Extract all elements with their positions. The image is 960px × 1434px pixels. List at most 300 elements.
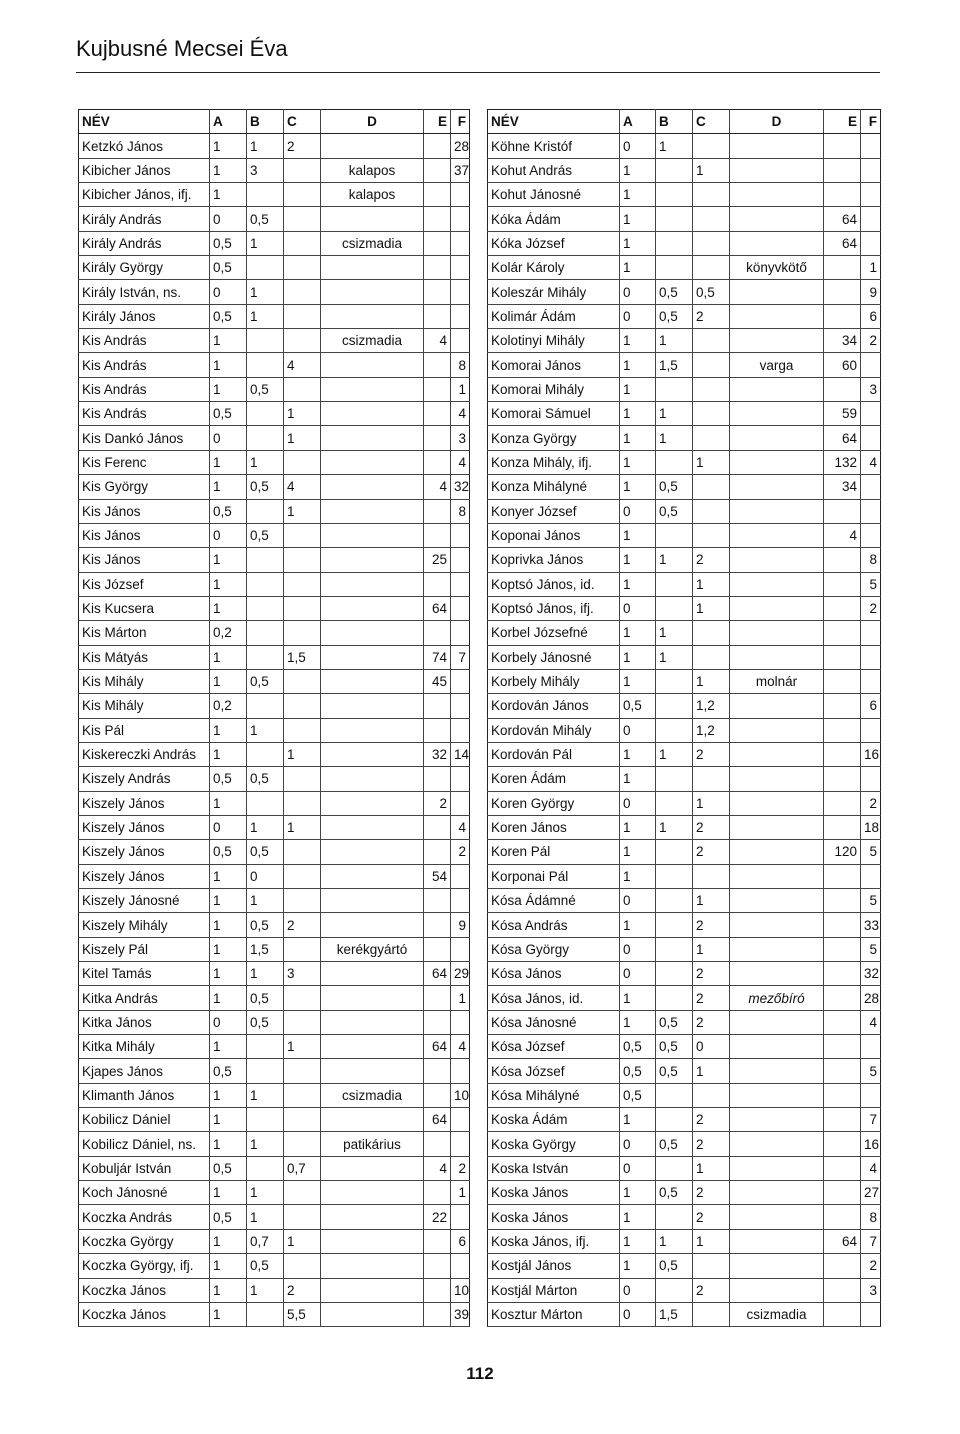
c-cell: 2 xyxy=(693,913,730,937)
e-cell xyxy=(424,815,451,839)
d-cell xyxy=(730,134,824,158)
name-cell: Koptsó János, ifj. xyxy=(488,596,620,620)
c-cell xyxy=(693,426,730,450)
b-cell: 0,5 xyxy=(656,280,693,304)
f-cell xyxy=(861,523,881,547)
name-cell: Kósa József xyxy=(488,1035,620,1059)
table-row xyxy=(79,1010,470,1034)
c-cell xyxy=(693,134,730,158)
table-row xyxy=(488,499,881,523)
e-cell xyxy=(824,1010,861,1034)
table-row xyxy=(488,377,881,401)
a-cell: 0 xyxy=(210,523,247,547)
c-cell xyxy=(693,475,730,499)
f-cell: 7 xyxy=(861,1108,881,1132)
a-cell: 1 xyxy=(210,572,247,596)
c-cell: 1 xyxy=(284,1229,321,1253)
f-cell xyxy=(861,158,881,182)
a-cell: 1 xyxy=(620,426,656,450)
e-cell xyxy=(424,1302,451,1326)
f-cell xyxy=(451,1132,470,1156)
name-cell: Kiszely János xyxy=(79,791,210,815)
f-cell: 16 xyxy=(861,742,881,766)
d-cell: kalapos xyxy=(321,158,424,182)
a-cell: 1 xyxy=(620,1205,656,1229)
b-cell: 1 xyxy=(656,402,693,426)
name-cell: Korbely Mihály xyxy=(488,669,620,693)
table-row xyxy=(79,231,470,255)
c-cell xyxy=(284,256,321,280)
a-cell: 1 xyxy=(620,158,656,182)
f-cell: 5 xyxy=(861,889,881,913)
a-cell: 0,2 xyxy=(210,694,247,718)
b-cell: 1 xyxy=(656,621,693,645)
d-cell xyxy=(730,1059,824,1083)
f-cell xyxy=(451,889,470,913)
c-cell xyxy=(284,937,321,961)
b-cell: 1 xyxy=(247,134,284,158)
c-cell xyxy=(284,1254,321,1278)
e-cell xyxy=(424,353,451,377)
d-cell xyxy=(730,475,824,499)
table-row xyxy=(79,1254,470,1278)
e-cell xyxy=(424,450,451,474)
name-cell: Koska János xyxy=(488,1205,620,1229)
e-cell xyxy=(824,280,861,304)
b-cell: 0,5 xyxy=(656,304,693,328)
name-cell: Kis András xyxy=(79,329,210,353)
a-cell: 0,5 xyxy=(210,840,247,864)
d-cell xyxy=(321,450,424,474)
name-cell: Kitel Tamás xyxy=(79,962,210,986)
name-cell: Kohut András xyxy=(488,158,620,182)
e-cell: 64 xyxy=(424,1108,451,1132)
f-cell xyxy=(861,402,881,426)
name-cell: Kósa Ádámné xyxy=(488,889,620,913)
table-row xyxy=(488,791,881,815)
e-cell xyxy=(824,718,861,742)
a-cell: 1 xyxy=(210,1278,247,1302)
d-cell xyxy=(730,426,824,450)
table-row xyxy=(488,1181,881,1205)
f-cell: 5 xyxy=(861,572,881,596)
f-cell: 2 xyxy=(451,840,470,864)
table-row xyxy=(79,353,470,377)
d-cell xyxy=(321,1302,424,1326)
table-row xyxy=(79,523,470,547)
c-cell xyxy=(284,791,321,815)
b-cell: 0,5 xyxy=(247,377,284,401)
b-cell xyxy=(656,694,693,718)
f-cell: 9 xyxy=(451,913,470,937)
name-cell: Komorai Mihály xyxy=(488,377,620,401)
f-cell: 1 xyxy=(451,986,470,1010)
name-cell: Kostjál János xyxy=(488,1254,620,1278)
c-cell: 4 xyxy=(284,475,321,499)
f-cell: 14 xyxy=(451,742,470,766)
name-cell: Kis András xyxy=(79,353,210,377)
f-cell xyxy=(451,572,470,596)
b-cell: 0,5 xyxy=(656,499,693,523)
a-cell: 1 xyxy=(620,572,656,596)
d-cell xyxy=(730,572,824,596)
c-cell xyxy=(693,767,730,791)
e-cell xyxy=(424,207,451,231)
table-row xyxy=(488,231,881,255)
f-cell xyxy=(861,475,881,499)
c-cell: 2 xyxy=(693,840,730,864)
a-cell: 0 xyxy=(620,499,656,523)
name-cell: Kis János xyxy=(79,548,210,572)
e-cell xyxy=(424,937,451,961)
d-cell xyxy=(321,1010,424,1034)
d-cell xyxy=(321,596,424,620)
e-cell xyxy=(824,548,861,572)
c-cell: 2 xyxy=(693,1132,730,1156)
b-cell: 1 xyxy=(656,134,693,158)
d-cell xyxy=(730,767,824,791)
f-cell: 4 xyxy=(451,815,470,839)
name-cell: Király János xyxy=(79,304,210,328)
b-cell xyxy=(656,669,693,693)
c-cell xyxy=(693,864,730,888)
d-cell xyxy=(321,815,424,839)
table-row xyxy=(79,548,470,572)
a-cell: 1 xyxy=(210,1254,247,1278)
column-header-c: C xyxy=(284,110,321,134)
table-row xyxy=(79,280,470,304)
d-cell xyxy=(730,183,824,207)
a-cell: 0 xyxy=(620,718,656,742)
b-cell: 0,5 xyxy=(247,1254,284,1278)
b-cell: 1 xyxy=(656,548,693,572)
f-cell xyxy=(451,1108,470,1132)
name-cell: Király András xyxy=(79,231,210,255)
e-cell xyxy=(824,304,861,328)
f-cell: 6 xyxy=(861,694,881,718)
d-cell xyxy=(730,377,824,401)
table-row xyxy=(79,1083,470,1107)
b-cell xyxy=(247,256,284,280)
c-cell xyxy=(693,402,730,426)
name-cell: Koptsó János, id. xyxy=(488,572,620,596)
d-cell xyxy=(321,1035,424,1059)
b-cell xyxy=(656,377,693,401)
f-cell: 37 xyxy=(451,158,470,182)
table-row xyxy=(79,256,470,280)
f-cell xyxy=(451,207,470,231)
table-row xyxy=(488,621,881,645)
f-cell: 3 xyxy=(451,426,470,450)
name-cell: Kósa József xyxy=(488,1059,620,1083)
e-cell xyxy=(824,1302,861,1326)
c-cell xyxy=(693,231,730,255)
d-cell xyxy=(321,621,424,645)
d-cell: csizmadia xyxy=(321,231,424,255)
a-cell: 0,5 xyxy=(210,767,247,791)
e-cell xyxy=(824,1108,861,1132)
name-cell: Király György xyxy=(79,256,210,280)
name-cell: Kis János xyxy=(79,499,210,523)
b-cell: 1 xyxy=(247,231,284,255)
d-cell xyxy=(321,1229,424,1253)
c-cell: 2 xyxy=(693,986,730,1010)
f-cell xyxy=(451,791,470,815)
a-cell: 1 xyxy=(210,645,247,669)
name-cell: Kordován János xyxy=(488,694,620,718)
f-cell: 16 xyxy=(861,1132,881,1156)
b-cell: 0,5 xyxy=(656,1254,693,1278)
c-cell: 2 xyxy=(284,134,321,158)
e-cell xyxy=(424,718,451,742)
table-row xyxy=(488,134,881,158)
e-cell xyxy=(424,256,451,280)
name-cell: Koleszár Mihály xyxy=(488,280,620,304)
table-row xyxy=(488,1132,881,1156)
name-cell: Koren Pál xyxy=(488,840,620,864)
column-header-d: D xyxy=(730,110,824,134)
a-cell: 0,5 xyxy=(620,1083,656,1107)
e-cell xyxy=(424,231,451,255)
a-cell: 0 xyxy=(620,937,656,961)
c-cell xyxy=(284,718,321,742)
name-cell: Koska János, ifj. xyxy=(488,1229,620,1253)
b-cell xyxy=(247,1302,284,1326)
c-cell xyxy=(693,1302,730,1326)
table-row xyxy=(488,1035,881,1059)
table-row xyxy=(79,158,470,182)
name-cell: Ketzkó János xyxy=(79,134,210,158)
name-cell: Kostjál Márton xyxy=(488,1278,620,1302)
d-cell xyxy=(730,1035,824,1059)
e-cell xyxy=(824,256,861,280)
f-cell: 1 xyxy=(861,256,881,280)
e-cell xyxy=(824,645,861,669)
b-cell: 1 xyxy=(247,450,284,474)
c-cell: 2 xyxy=(693,304,730,328)
table-body-right xyxy=(488,110,881,1327)
f-cell: 32 xyxy=(861,962,881,986)
e-cell xyxy=(824,913,861,937)
table-row xyxy=(488,840,881,864)
name-cell: Koren János xyxy=(488,815,620,839)
a-cell: 1 xyxy=(620,669,656,693)
d-cell xyxy=(730,158,824,182)
table-row xyxy=(488,304,881,328)
b-cell xyxy=(656,183,693,207)
c-cell: 1 xyxy=(693,596,730,620)
d-cell xyxy=(730,304,824,328)
table-row xyxy=(79,134,470,158)
a-cell: 1 xyxy=(620,913,656,937)
c-cell: 1 xyxy=(284,402,321,426)
f-cell xyxy=(451,669,470,693)
f-cell xyxy=(861,231,881,255)
running-header: Kujbusné Mecsei Éva xyxy=(76,36,288,61)
table-row xyxy=(488,694,881,718)
name-cell: Király István, ns. xyxy=(79,280,210,304)
c-cell xyxy=(693,256,730,280)
b-cell xyxy=(247,1156,284,1180)
c-cell xyxy=(284,864,321,888)
a-cell: 0,5 xyxy=(620,1035,656,1059)
c-cell xyxy=(284,1010,321,1034)
table-row xyxy=(79,767,470,791)
e-cell xyxy=(824,499,861,523)
f-cell: 6 xyxy=(451,1229,470,1253)
f-cell xyxy=(451,621,470,645)
d-cell: csizmadia xyxy=(321,329,424,353)
c-cell: 5,5 xyxy=(284,1302,321,1326)
f-cell xyxy=(861,1302,881,1326)
a-cell: 1 xyxy=(620,840,656,864)
c-cell xyxy=(284,1083,321,1107)
c-cell: 2 xyxy=(284,1278,321,1302)
d-cell xyxy=(321,1108,424,1132)
table-row xyxy=(488,256,881,280)
name-cell: Kis Kucsera xyxy=(79,596,210,620)
e-cell xyxy=(424,1181,451,1205)
b-cell: 0,5 xyxy=(656,1181,693,1205)
f-cell xyxy=(451,280,470,304)
b-cell xyxy=(247,183,284,207)
c-cell xyxy=(284,450,321,474)
f-cell: 33 xyxy=(861,913,881,937)
b-cell xyxy=(247,791,284,815)
f-cell: 8 xyxy=(451,353,470,377)
b-cell xyxy=(247,621,284,645)
name-cell: Kjapes János xyxy=(79,1059,210,1083)
c-cell xyxy=(693,645,730,669)
c-cell xyxy=(284,280,321,304)
d-cell xyxy=(321,1181,424,1205)
d-cell xyxy=(730,329,824,353)
d-cell xyxy=(321,426,424,450)
e-cell xyxy=(824,864,861,888)
e-cell: 64 xyxy=(424,1035,451,1059)
a-cell: 1 xyxy=(620,523,656,547)
b-cell xyxy=(656,1156,693,1180)
table-row xyxy=(488,1156,881,1180)
e-cell xyxy=(424,767,451,791)
table-row xyxy=(79,304,470,328)
a-cell: 1 xyxy=(210,1181,247,1205)
e-cell xyxy=(824,134,861,158)
b-cell xyxy=(656,1108,693,1132)
e-cell: 4 xyxy=(424,329,451,353)
d-cell xyxy=(321,353,424,377)
table-row xyxy=(79,791,470,815)
d-cell xyxy=(321,889,424,913)
b-cell: 1,5 xyxy=(656,353,693,377)
c-cell xyxy=(284,1108,321,1132)
a-cell: 1 xyxy=(210,548,247,572)
e-cell: 120 xyxy=(824,840,861,864)
f-cell: 2 xyxy=(861,596,881,620)
f-cell: 8 xyxy=(861,1205,881,1229)
b-cell: 0,5 xyxy=(247,767,284,791)
a-cell: 1 xyxy=(210,1229,247,1253)
e-cell xyxy=(824,669,861,693)
table-row xyxy=(79,1181,470,1205)
e-cell: 64 xyxy=(824,231,861,255)
table-row xyxy=(488,450,881,474)
f-cell: 4 xyxy=(451,450,470,474)
a-cell: 1 xyxy=(620,256,656,280)
name-cell: Kiszely János xyxy=(79,840,210,864)
f-cell: 3 xyxy=(861,1278,881,1302)
name-cell: Koprivka János xyxy=(488,548,620,572)
f-cell xyxy=(861,1035,881,1059)
table-row xyxy=(488,767,881,791)
c-cell: 1 xyxy=(693,791,730,815)
a-cell: 1 xyxy=(620,815,656,839)
c-cell xyxy=(284,596,321,620)
a-cell: 1 xyxy=(210,669,247,693)
b-cell: 1 xyxy=(247,962,284,986)
table-row xyxy=(79,207,470,231)
a-cell: 0 xyxy=(210,815,247,839)
c-cell: 1 xyxy=(284,815,321,839)
e-cell xyxy=(424,1010,451,1034)
d-cell xyxy=(321,475,424,499)
e-cell xyxy=(424,304,451,328)
table-row xyxy=(488,913,881,937)
e-cell xyxy=(424,426,451,450)
b-cell xyxy=(247,499,284,523)
a-cell: 0,5 xyxy=(210,499,247,523)
table-row xyxy=(79,1132,470,1156)
c-cell xyxy=(693,329,730,353)
c-cell xyxy=(284,304,321,328)
f-cell xyxy=(861,353,881,377)
e-cell xyxy=(824,183,861,207)
d-cell: molnár xyxy=(730,669,824,693)
d-cell xyxy=(730,280,824,304)
e-cell xyxy=(824,572,861,596)
d-cell xyxy=(321,791,424,815)
a-cell: 1 xyxy=(210,353,247,377)
e-cell xyxy=(824,1083,861,1107)
name-cell: Konza Mihály, ifj. xyxy=(488,450,620,474)
d-cell xyxy=(730,864,824,888)
c-cell: 1,2 xyxy=(693,694,730,718)
e-cell: 64 xyxy=(424,596,451,620)
e-cell xyxy=(424,158,451,182)
a-cell: 0 xyxy=(620,1156,656,1180)
b-cell xyxy=(656,572,693,596)
a-cell: 1 xyxy=(210,986,247,1010)
name-cell: Kis Ferenc xyxy=(79,450,210,474)
c-cell: 1 xyxy=(284,499,321,523)
table-row xyxy=(488,962,881,986)
c-cell: 1 xyxy=(693,889,730,913)
table-row xyxy=(79,815,470,839)
a-cell: 1 xyxy=(210,913,247,937)
b-cell xyxy=(247,645,284,669)
table-row xyxy=(79,694,470,718)
a-cell: 1 xyxy=(210,1035,247,1059)
d-cell: kerékgyártó xyxy=(321,937,424,961)
e-cell xyxy=(824,621,861,645)
a-cell: 0 xyxy=(620,1302,656,1326)
d-cell: patikárius xyxy=(321,1132,424,1156)
a-cell: 1 xyxy=(620,450,656,474)
c-cell xyxy=(693,621,730,645)
e-cell xyxy=(824,1181,861,1205)
f-cell xyxy=(451,523,470,547)
b-cell: 0,5 xyxy=(656,1059,693,1083)
